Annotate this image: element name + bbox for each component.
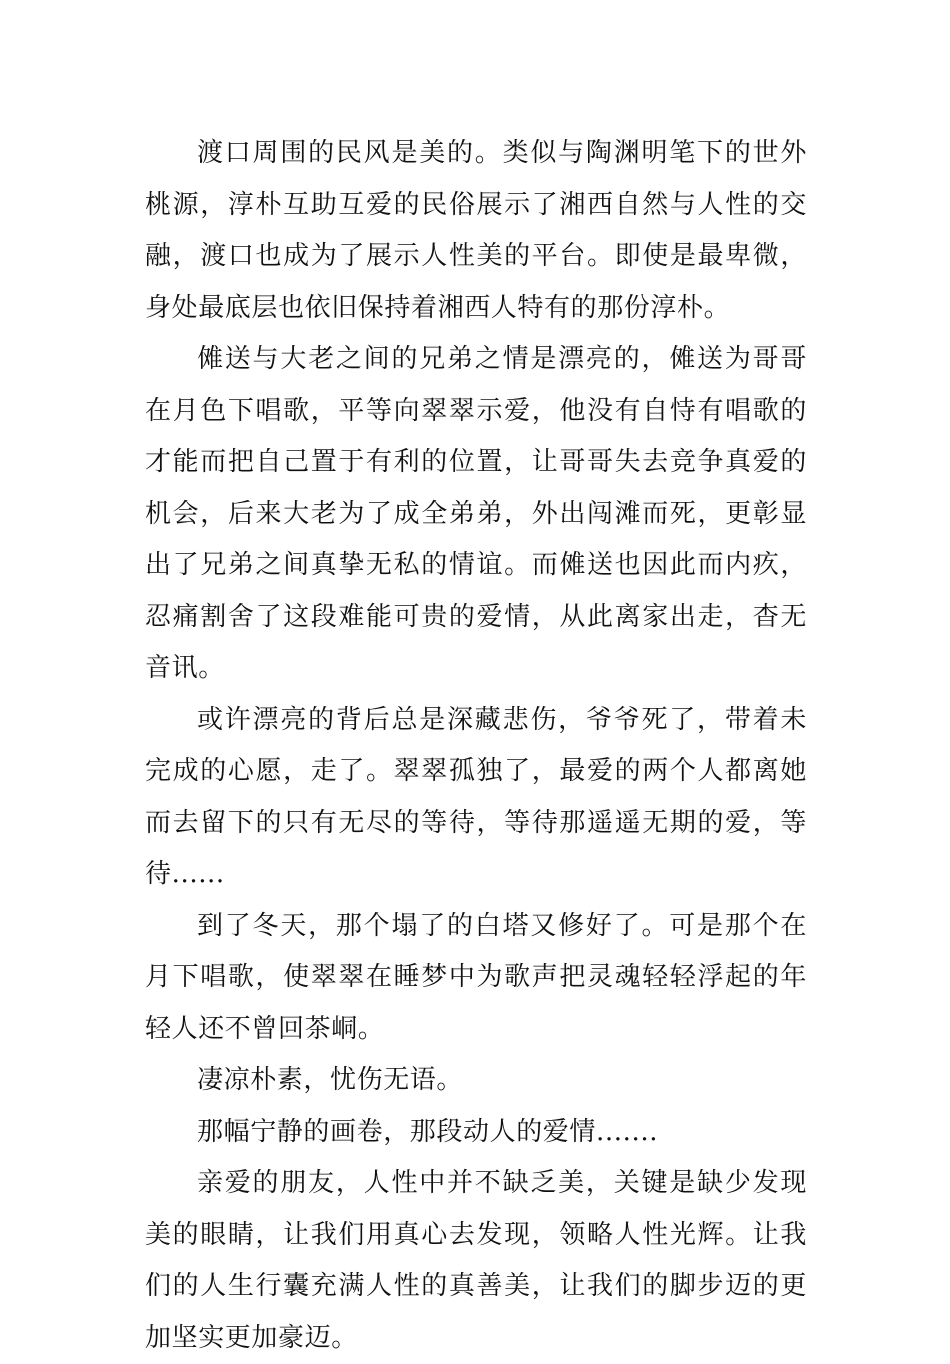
paragraph-1: 渡口周围的民风是美的。类似与陶渊明笔下的世外桃源，淳朴互助互爱的民俗展示了湘西自然与人性的交融，渡口也成为了展示人性美的平台。即使是最卑微，身处最底层也依旧保持着湘西人特有的那份淳朴。	[145, 138, 807, 323]
paragraph-6: 那幅宁静的画卷，那段动人的爱情.......	[197, 1116, 659, 1147]
paragraph-5: 凄凉朴素，忧伤无语。	[197, 1065, 464, 1095]
paragraph-4: 到了冬天，那个塌了的白塔又修好了。可是那个在月下唱歌，使翠翠在睡梦中为歌声把灵魂轻轻浮起的年轻人还不曾回茶峒。	[145, 910, 807, 1044]
paragraph-7: 亲爱的朋友，人性中并不缺乏美，关键是缺少发现美的眼睛，让我们用真心去发现，领略人性光辉。让我们的人生行囊充满人性的真善美，让我们的脚步迈的更加坚实更加豪迈。	[145, 1168, 807, 1353]
paragraph-2: 傩送与大老之间的兄弟之情是漂亮的，傩送为哥哥在月色下唱歌，平等向翠翠示爱，他没有自恃有唱歌的才能而把自己置于有利的位置，让哥哥失去竞争真爱的机会，后来大老为了成全弟弟，外出闯滩而死，更彰显出了兄弟之间真挚无私的情谊。而傩送也因此而内疚，忍痛割舍了这段难能可贵的爱情，从此离家出走，杳无音讯。	[145, 344, 807, 683]
document-body	[145, 128, 807, 1364]
paragraph-3: 或许漂亮的背后总是深藏悲伤，爷爷死了，带着未完成的心愿，走了。翠翠孤独了，最爱的两个人都离她而去留下的只有无尽的等待，等待那遥遥无期的爱，等待......	[145, 704, 807, 889]
